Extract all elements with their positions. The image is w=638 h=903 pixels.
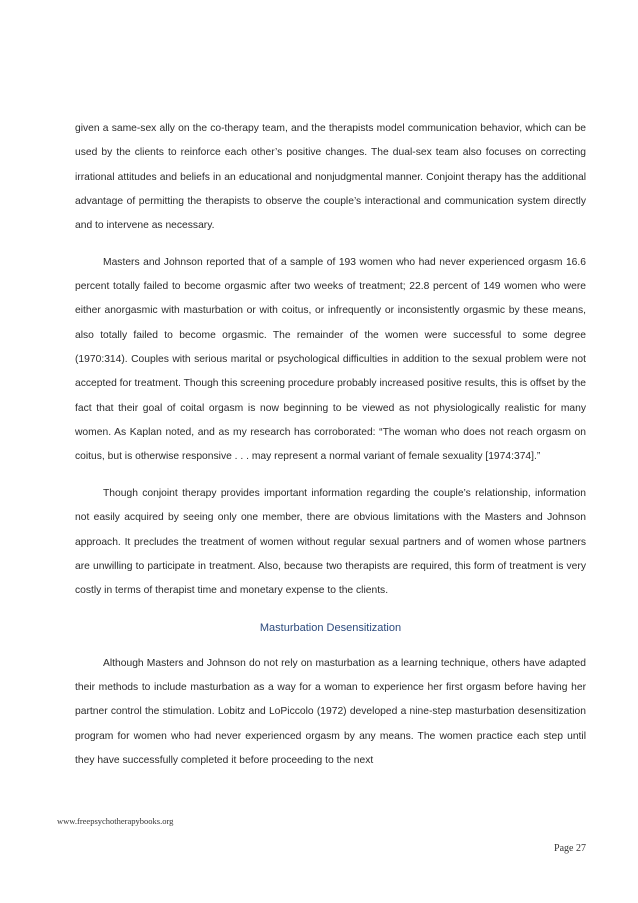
section-heading: Masturbation Desensitization	[259, 621, 402, 634]
paragraph-conjoint-limitations: Though conjoint therapy provides important information regarding the couple’s relationship, information not easily acquired by seeing only one member, there are obvious limitations with the Masters and Johnson approach. It precludes the treatment of women without regular sexual partners and of women whose partners are unwilling to participate in treatment. Also, because two therapists are required, this form of treatment is very costly in terms of therapist time and monetary expense to the clients.	[75, 487, 586, 597]
paragraph-continuation: given a same-sex ally on the co-therapy team, and the therapists model communication behavior, which can be used by the clients to reinforce each other’s positive changes. The dual-sex team also focuses on correcting irrational attitudes and beliefs in an educational and nonjudgmental manner. Conjoint therapy has the additional advantage of permitting the therapists to observe the couple’s interactional and communication system directly and to intervene as necessary.	[75, 123, 586, 232]
paragraph-masters-johnson-results: Masters and Johnson reported that of a sample of 193 women who had never experienced orgasm 16.6 percent totally failed to become orgasmic after two weeks of treatment; 22.8 percent of 149 women who were either anorgasmic with masturbation or with coitus, or infrequently or inconsistently orgasmic by these means, also totally failed to become orgasmic. The remainder of the women were successful to some degree (1970:314). Couples with serious marital or psychological difficulties in addition to the sexual problem were not accepted for treatment. Though this screening procedure probably increased positive results, this is offset by the fact that their goal of coital orgasm is now beginning to be viewed as not physiologically realistic for many women. As Kaplan noted, and as my research has corroborated: “The woman who does not reach orgasm on coitus, but is otherwise responsive . . . may represent a normal variant of female sexuality [1974:374].”	[75, 256, 586, 463]
page-number: Page 27	[554, 843, 586, 854]
footer-url: www.freepsychotherapybooks.org	[57, 816, 174, 826]
page-content	[75, 117, 586, 773]
paragraph-masturbation-desensitization: Although Masters and Johnson do not rely on masturbation as a learning technique, others have adapted their methods to include masturbation as a way for a woman to experience her first orgasm before having her partner control the stimulation. Lobitz and LoPiccolo (1972) developed a nine-step masturbation desensitization program for women who had never experienced orgasm by any means. The women practice each step until they have successfully completed it before proceeding to the next	[75, 657, 586, 766]
